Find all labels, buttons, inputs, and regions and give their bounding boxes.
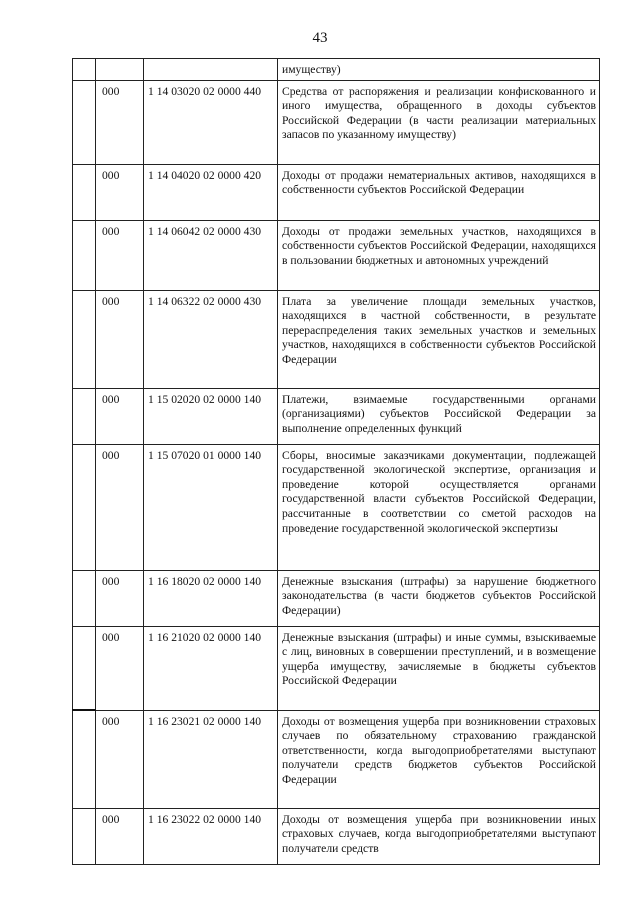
margin-cell [73, 290, 96, 388]
table-row [73, 626, 600, 710]
margin-cell [73, 220, 96, 290]
margin-cell [73, 710, 96, 808]
budget-code-cell: 1 16 21020 02 0000 140 [144, 626, 278, 710]
budget-code-cell: 1 16 23021 02 0000 140 [144, 710, 278, 808]
revenue-description-cell: Денежные взыскания (штрафы) за нарушение бюджетного законодательства (в части бюджетов субъектов Российской Федерации) [278, 570, 600, 626]
margin-cell [73, 570, 96, 626]
admin-code-cell: 000 [96, 80, 144, 164]
margin-cell [73, 808, 96, 864]
table-row [73, 570, 600, 626]
admin-code-cell: 000 [96, 808, 144, 864]
revenue-description-cell: Платежи, взимаемые государственными органами (организациями) субъектов Российской Федерации за выполнение определенных функций [278, 388, 600, 444]
budget-code-cell: 1 15 07020 01 0000 140 [144, 444, 278, 570]
revenue-description-cell: Доходы от продажи земельных участков, находящихся в собственности субъектов Российской Федерации, находящихся в пользовании бюджетных и автономных учреждений [278, 220, 600, 290]
margin-cell [73, 626, 96, 710]
budget-code-cell: 1 15 02020 02 0000 140 [144, 388, 278, 444]
budget-code-cell: 1 14 04020 02 0000 420 [144, 164, 278, 220]
table-row [73, 388, 600, 444]
table-row [73, 710, 600, 808]
margin-cell [73, 80, 96, 164]
margin-cell [73, 164, 96, 220]
table-row [73, 444, 600, 570]
budget-code-cell: 1 16 23022 02 0000 140 [144, 808, 278, 864]
revenue-description-cell: Плата за увеличение площади земельных участков, находящихся в частной собственности, в результате перераспределения таких земельных участков и земельных участков, находящихся в собственности субъектов Российской Федерации [278, 290, 600, 388]
revenue-description-cell: Доходы от возмещения ущерба при возникновении иных страховых случаев, когда выгодоприобретателями выступают получатели средств [278, 808, 600, 864]
table-row [73, 164, 600, 220]
margin-cell [73, 388, 96, 444]
margin-cell [73, 444, 96, 570]
revenue-description-cell: Доходы от возмещения ущерба при возникновении страховых случаев по обязательному страхованию гражданской ответственности, когда выгодоприобретателями выступают получатели средств бюджетов субъектов Российской Федерации [278, 710, 600, 808]
budget-code-cell: 1 14 06042 02 0000 430 [144, 220, 278, 290]
table-row [73, 80, 600, 164]
budget-code-cell: 1 16 18020 02 0000 140 [144, 570, 278, 626]
admin-code-cell [96, 59, 144, 81]
admin-code-cell: 000 [96, 710, 144, 808]
table-body [73, 59, 600, 865]
revenue-codes-table [72, 58, 600, 865]
revenue-description-cell: Денежные взыскания (штрафы) и иные суммы, взыскиваемые с лиц, виновных в совершении преступлений, и в возмещение ущерба имуществу, зачисляемые в бюджеты субъектов Российской Федерации [278, 626, 600, 710]
table-row [73, 808, 600, 864]
admin-code-cell: 000 [96, 164, 144, 220]
budget-code-cell: 1 14 03020 02 0000 440 [144, 80, 278, 164]
table-row [73, 59, 600, 81]
budget-code-cell: 1 14 06322 02 0000 430 [144, 290, 278, 388]
admin-code-cell: 000 [96, 290, 144, 388]
admin-code-cell: 000 [96, 626, 144, 710]
revenue-description-cell: Сборы, вносимые заказчиками документации, подлежащей государственной экологической экспертизе, организация и проведение которой осуществляется органами государственной власти субъектов Российской Федерации, рассчитанные в соответствии со сметой расходов на проведение государственной экологической экспертизы [278, 444, 600, 570]
page-number: 43 [312, 30, 328, 46]
table-row [73, 220, 600, 290]
admin-code-cell: 000 [96, 220, 144, 290]
budget-code-cell [144, 59, 278, 81]
revenue-description-cell: Доходы от продажи нематериальных активов, находящихся в собственности субъектов Российской Федерации [278, 164, 600, 220]
admin-code-cell: 000 [96, 388, 144, 444]
revenue-description-cell: Средства от распоряжения и реализации конфискованного и иного имущества, обращенного в доходы субъектов Российской Федерации (в части реализации материальных запасов по указанному имуществу) [278, 80, 600, 164]
admin-code-cell: 000 [96, 444, 144, 570]
table-row [73, 290, 600, 388]
revenue-description-cell: имуществу) [278, 59, 600, 81]
margin-cell [73, 59, 96, 81]
admin-code-cell: 000 [96, 570, 144, 626]
